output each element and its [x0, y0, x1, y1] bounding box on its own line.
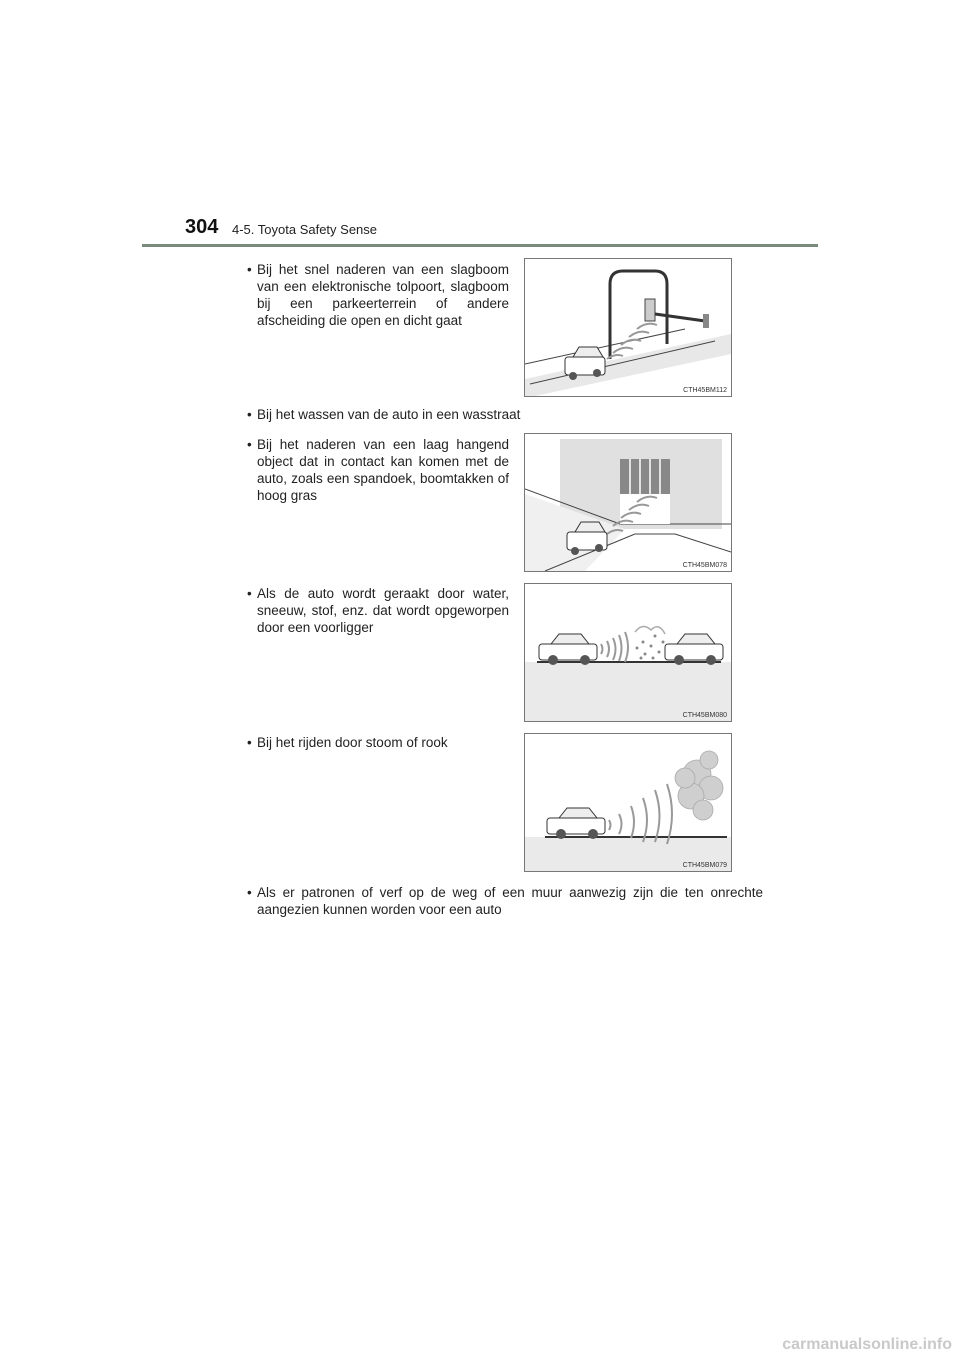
figure-barrier-gate	[524, 258, 732, 397]
header-divider	[142, 244, 818, 247]
figure-code: CTH45BM079	[682, 862, 727, 869]
hanging-object-illustration-icon	[525, 434, 731, 571]
figure-code: CTH45BM080	[682, 712, 727, 719]
figure-hanging-object	[524, 433, 732, 572]
bullet-item: • Bij het snel naderen van een slagboom van een elektronische tolpoort, slagboom bij een parkeerterrein of andere afscheiding die open en dicht gaat	[240, 261, 509, 329]
figure-steam-smoke	[524, 733, 732, 872]
watermark-text: carmanualsonline.info	[782, 1336, 952, 1353]
figure-code: CTH45BM112	[683, 387, 727, 394]
bullet-item: • Bij het naderen van een laag hangend object dat in contact kan komen met de auto, zoals een spandoek, boomtakken of hoog gras	[240, 436, 509, 504]
steam-smoke-illustration-icon	[525, 734, 731, 871]
bullet-item: • Als de auto wordt geraakt door water, sneeuw, stof, enz. dat wordt opgeworpen door een voorligger	[240, 585, 509, 636]
bullet-item: • Bij het rijden door stoom of rook	[240, 734, 509, 751]
figure-water-spray	[524, 583, 732, 722]
page-number: 304	[185, 216, 219, 238]
bullet-item: • Als er patronen of verf op de weg of een muur aanwezig zijn die ten onrechte aangezien kunnen worden voor een auto	[240, 884, 763, 918]
bullet-item: • Bij het wassen van de auto in een wasstraat	[240, 406, 677, 423]
barrier-gate-illustration-icon	[525, 259, 731, 396]
section-title: 4-5. Toyota Safety Sense	[232, 222, 378, 237]
water-spray-illustration-icon	[525, 584, 731, 721]
figure-code: CTH45BM078	[682, 562, 727, 569]
